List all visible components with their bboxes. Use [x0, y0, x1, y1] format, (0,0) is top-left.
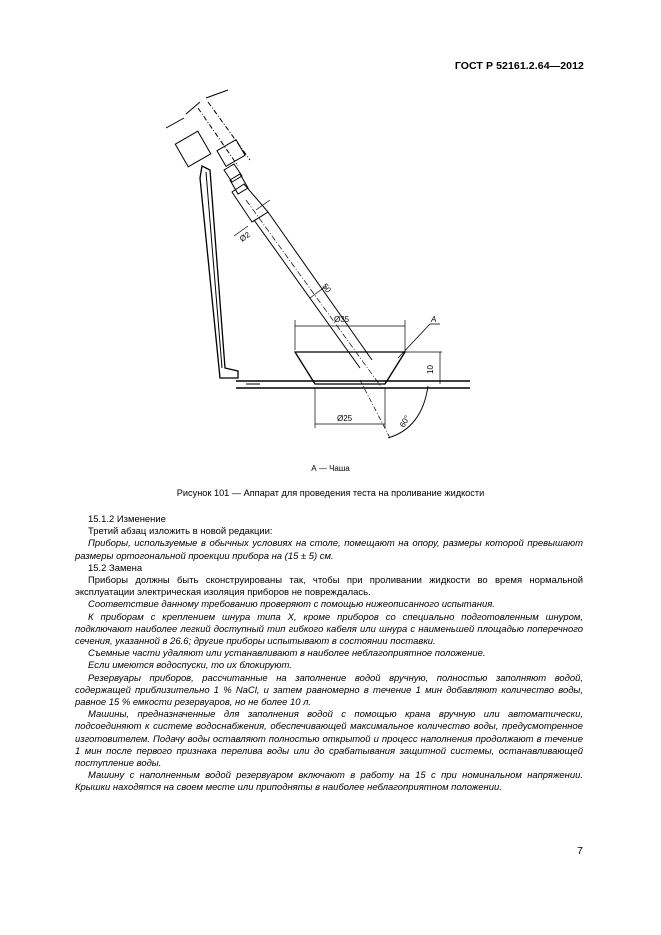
dim-phi2: Ø2 [237, 230, 252, 244]
figure-caption: Рисунок 101 — Аппарат для проведения теста на проливание жидкости [176, 488, 485, 498]
pipe-edge-2 [268, 212, 372, 360]
angle-arc [388, 386, 428, 438]
paragraph: Машину с наполненным водой резервуаром включают в работу на 15 с при номинальном напряжении. Крышки находятся на своем месте или приподняты в наиболее неблагоприятном положении. [75, 770, 583, 794]
paragraph: Приборы, используемые в обычных условиях на столе, помещают на опору, размеры которой превышают размеры ортогональной проекции прибора на (15 ± 5) см. [75, 538, 583, 562]
spill-test-apparatus-figure [150, 88, 480, 448]
pipe-axis [246, 200, 382, 388]
document-header: ГОСТ Р 52161.2.64—2012 [454, 60, 584, 72]
paragraph: Соответствие данному требованию проверяют с помощью нижеописанного испытания. [88, 599, 495, 611]
paragraph: Съемные части удаляют или устанавливают в наиболее неблагоприятное положение. [88, 648, 486, 660]
dim-50: 50 [320, 281, 333, 295]
document-body [75, 514, 583, 795]
paragraph: К приборам с креплением шнура типа X, кроме приборов со специально подготовленным шнуром, подключают наиболее легкий доступный тип гибкого кабеля или шнура с наименьшей площадью поперечного сечения, указанной в 26.6; другие приборы испытывают в состоянии поставки. [75, 611, 583, 648]
figure-legend: А — Чаша [311, 464, 350, 473]
paragraph: Машины, предназначенные для заполнения водой с помощью крана вручную или автоматически, подсоединяют к системе водоснабжения, обеспечивающей максимальное количество воды, предусмотренное изготовителем. Подачу воды оставляют полностью открытой и процесс наполнения продолжают в течение 1 мин после первого признака перелива воды или до срабатывания защитной системы, останавливающей поступление воды. [75, 709, 583, 770]
paragraph: Третий абзац изложить в новой редакции: [88, 526, 273, 538]
page-number: 7 [577, 845, 583, 857]
apparatus-drawing [150, 88, 480, 448]
pipe-edge-1 [254, 220, 360, 368]
label-a: A [431, 315, 437, 324]
section-15-2-heading: 15.2 Замена [88, 562, 143, 574]
holder-block-2 [217, 140, 245, 167]
dim-10: 10 [426, 365, 435, 374]
stand-arm [200, 166, 238, 378]
paragraph: Приборы должны быть сконструированы так, чтобы при проливании жидкости во время нормальной эксплуатации электрическая изоляция приборов не повреждалась. [75, 575, 583, 599]
stand-arm-inner [206, 172, 222, 368]
dim-phi25: Ø25 [337, 414, 353, 423]
section-15-1-2-heading: 15.1.2 Изменение [88, 514, 166, 525]
dim-60deg: 60° [397, 414, 412, 429]
holder-block [175, 131, 211, 167]
nozzle-cone [232, 184, 268, 222]
paragraph: Резервуары приборов, рассчитанные на заполнение водой вручную, полностью заполняют водой, содержащей приблизительно 1 % NaCl, и затем равномерно в течение 1 мин добавляют количество воды, равное 15 % емкости резервуаров, но не более 10 л. [75, 672, 583, 709]
dim-phi35: Ø35 [334, 315, 350, 324]
paragraph: Если имеются водоспуски, то их блокируют. [88, 660, 292, 672]
